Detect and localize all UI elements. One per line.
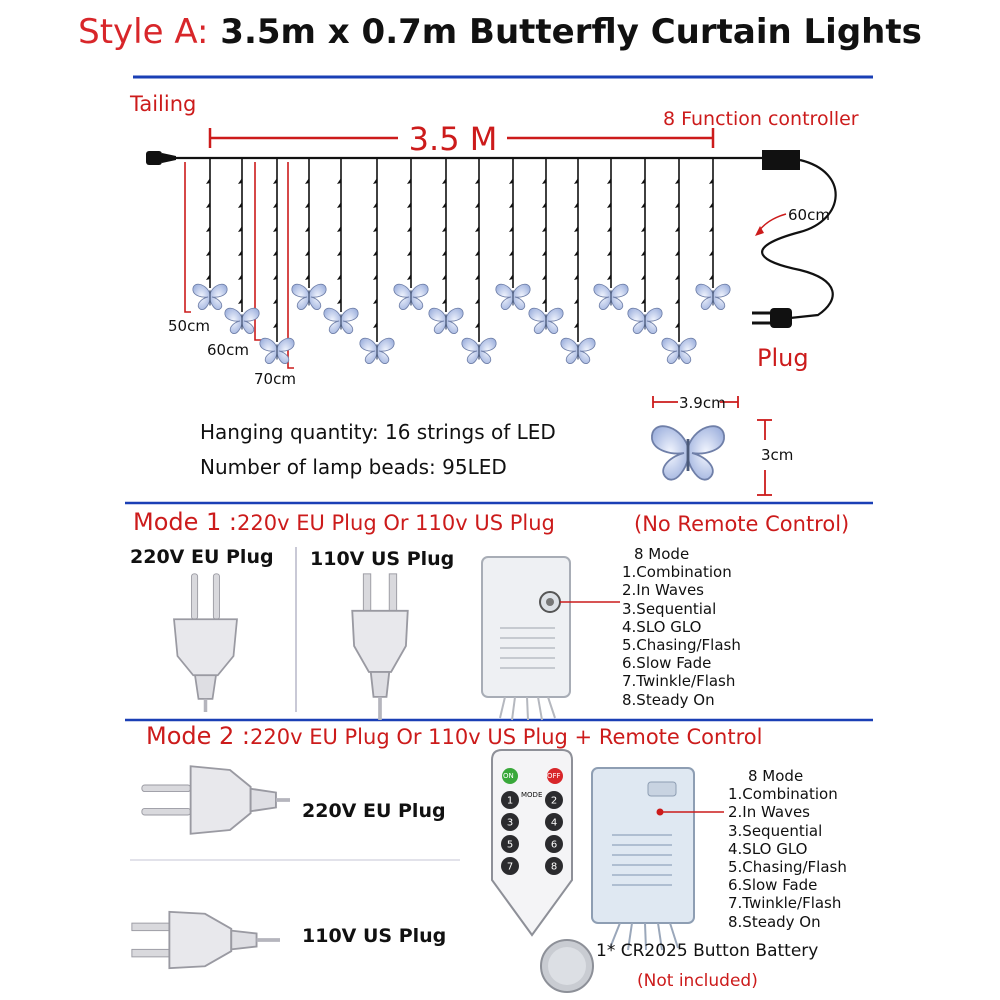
mode2-us-plug-image xyxy=(132,912,280,968)
mode2-us-label: 110V US Plug xyxy=(302,925,447,947)
led-bead xyxy=(675,298,679,304)
mode1-eu-label: 220V EU Plug xyxy=(130,546,274,568)
mode1-controller xyxy=(482,557,620,720)
butterfly-light xyxy=(225,308,259,333)
led-bead xyxy=(509,178,513,184)
led-bead xyxy=(675,322,679,328)
led-bead xyxy=(509,226,513,232)
led-bead xyxy=(709,250,713,256)
led-bead xyxy=(542,202,546,208)
not-included-label: (Not included) xyxy=(637,971,758,991)
led-bead xyxy=(509,250,513,256)
mode2-desc: 220v EU Plug Or 110v US Plug + Remote Control xyxy=(250,725,763,749)
mode2-item: 5.Chasing/Flash xyxy=(728,858,847,877)
led-bead xyxy=(542,226,546,232)
butterfly-light xyxy=(462,338,496,363)
led-bead xyxy=(641,226,645,232)
mode2-item: 8.Steady On xyxy=(728,912,821,931)
mode1-item: 6.Slow Fade xyxy=(622,654,712,673)
led-bead xyxy=(641,202,645,208)
mode2-item: 6.Slow Fade xyxy=(728,876,818,895)
width-label: 3.5 M xyxy=(408,120,498,158)
butterfly-light xyxy=(662,338,696,363)
us-plug-image xyxy=(352,574,408,720)
butterfly-light xyxy=(594,284,628,309)
mode1-item: 3.Sequential xyxy=(622,599,717,618)
length-50-label: 50cm xyxy=(168,317,210,335)
butterfly-light xyxy=(324,308,358,333)
led-bead xyxy=(607,274,611,280)
remote-key-label: 1 xyxy=(506,795,514,807)
mode2-item: 7.Twinkle/Flash xyxy=(728,894,842,913)
plug-label: Plug xyxy=(757,344,809,372)
led-bead xyxy=(574,274,578,280)
led-bead xyxy=(574,298,578,304)
butterfly-height-label: 3cm xyxy=(761,446,794,464)
butterfly-light xyxy=(696,284,730,309)
butterfly-light xyxy=(292,284,326,309)
butterfly-light xyxy=(394,284,428,309)
led-bead xyxy=(709,274,713,280)
tailing-label: Tailing xyxy=(130,92,197,116)
mode1-item: 5.Chasing/Flash xyxy=(622,636,741,655)
led-bead xyxy=(542,178,546,184)
mode2-heading xyxy=(146,722,762,750)
led-bead xyxy=(509,274,513,280)
mode1-item: 2.In Waves xyxy=(622,581,704,600)
remote-off-label: OFF xyxy=(547,772,561,780)
mode2-item: 3.Sequential xyxy=(728,821,823,840)
butterfly-light xyxy=(496,284,530,309)
butterfly-light xyxy=(429,308,463,333)
led-bead xyxy=(542,298,546,304)
led-bead xyxy=(675,178,679,184)
mode1-heading xyxy=(133,508,555,536)
butterfly-light xyxy=(561,338,595,363)
battery-cell xyxy=(541,940,593,992)
led-bead xyxy=(641,298,645,304)
led-bead xyxy=(574,322,578,328)
cable-length-label: 60cm xyxy=(788,206,830,224)
butterfly-light xyxy=(360,338,394,363)
mode1-item: 4.SLO GLO xyxy=(622,617,702,636)
cable-60cm xyxy=(762,160,836,318)
remote-key-label: 6 xyxy=(550,839,558,851)
led-bead xyxy=(607,250,611,256)
eu-plug-image xyxy=(174,574,237,712)
butterfly-light xyxy=(193,284,227,309)
mode2-list xyxy=(728,767,847,931)
tailing-connector xyxy=(146,151,176,165)
led-bead xyxy=(675,202,679,208)
mode1-item: 7.Twinkle/Flash xyxy=(622,672,736,691)
mode1-list-title: 8 Mode xyxy=(634,545,690,563)
mode2-controller xyxy=(592,768,724,950)
length-70-label: 70cm xyxy=(254,370,296,388)
controller-box xyxy=(762,150,800,170)
mode2-list-title: 8 Mode xyxy=(748,767,804,785)
led-bead xyxy=(574,202,578,208)
led-bead xyxy=(574,226,578,232)
led-bead xyxy=(709,226,713,232)
led-bead xyxy=(509,202,513,208)
led-bead xyxy=(675,274,679,280)
led-bead xyxy=(607,202,611,208)
led-bead xyxy=(607,178,611,184)
length-60-label: 60cm xyxy=(207,341,249,359)
mode1-desc: 220v EU Plug Or 110v US Plug xyxy=(237,511,555,535)
remote-key-label: 8 xyxy=(550,861,558,873)
led-bead xyxy=(675,250,679,256)
led-bead xyxy=(709,178,713,184)
led-bead xyxy=(675,226,679,232)
led-bead xyxy=(641,178,645,184)
curtain-strings xyxy=(193,158,730,364)
remote-key-label: 3 xyxy=(506,817,514,829)
butterfly-detail xyxy=(652,426,724,479)
remote-key-label: 7 xyxy=(506,861,514,873)
butterfly-light xyxy=(260,338,294,363)
led-bead xyxy=(542,250,546,256)
mode2-item: 2.In Waves xyxy=(728,803,810,822)
led-bead xyxy=(542,274,546,280)
butterfly-width-label: 3.9cm xyxy=(679,394,726,412)
led-bead xyxy=(574,250,578,256)
mode2-item: 1.Combination xyxy=(728,785,838,804)
controller-label: 8 Function controller xyxy=(663,108,859,130)
mode1-us-label: 110V US Plug xyxy=(310,548,455,570)
mode1-note: (No Remote Control) xyxy=(634,512,850,536)
led-bead xyxy=(709,202,713,208)
battery-label: 1* CR2025 Button Battery xyxy=(596,941,819,961)
mode1-item: 8.Steady On xyxy=(622,690,715,709)
remote-on-label: ON xyxy=(503,772,514,780)
plug-icon xyxy=(752,308,792,328)
remote-key-label: 2 xyxy=(550,795,558,807)
mode1-list xyxy=(622,545,741,709)
led-bead xyxy=(641,274,645,280)
mode2-head: Mode 2 : xyxy=(146,722,251,750)
mode1-head: Mode 1 : xyxy=(133,508,238,536)
hanging-quantity: Hanging quantity: 16 strings of LED xyxy=(200,420,556,444)
title-style-label: Style A: xyxy=(78,12,209,52)
mode1-item: 1.Combination xyxy=(622,563,732,582)
lamp-beads: Number of lamp beads: 95LED xyxy=(200,455,507,479)
remote-mode-label: MODE xyxy=(521,791,543,799)
led-bead xyxy=(607,226,611,232)
led-bead xyxy=(574,178,578,184)
title-text: 3.5m x 0.7m Butterfly Curtain Lights xyxy=(220,12,922,52)
remote-key-label: 4 xyxy=(550,817,558,829)
butterfly-light xyxy=(529,308,563,333)
mode2-eu-plug-image xyxy=(142,766,290,834)
remote-key-label: 5 xyxy=(506,839,514,851)
mode2-item: 4.SLO GLO xyxy=(728,839,808,858)
led-bead xyxy=(641,250,645,256)
mode2-eu-label: 220V EU Plug xyxy=(302,800,446,822)
butterfly-light xyxy=(628,308,662,333)
